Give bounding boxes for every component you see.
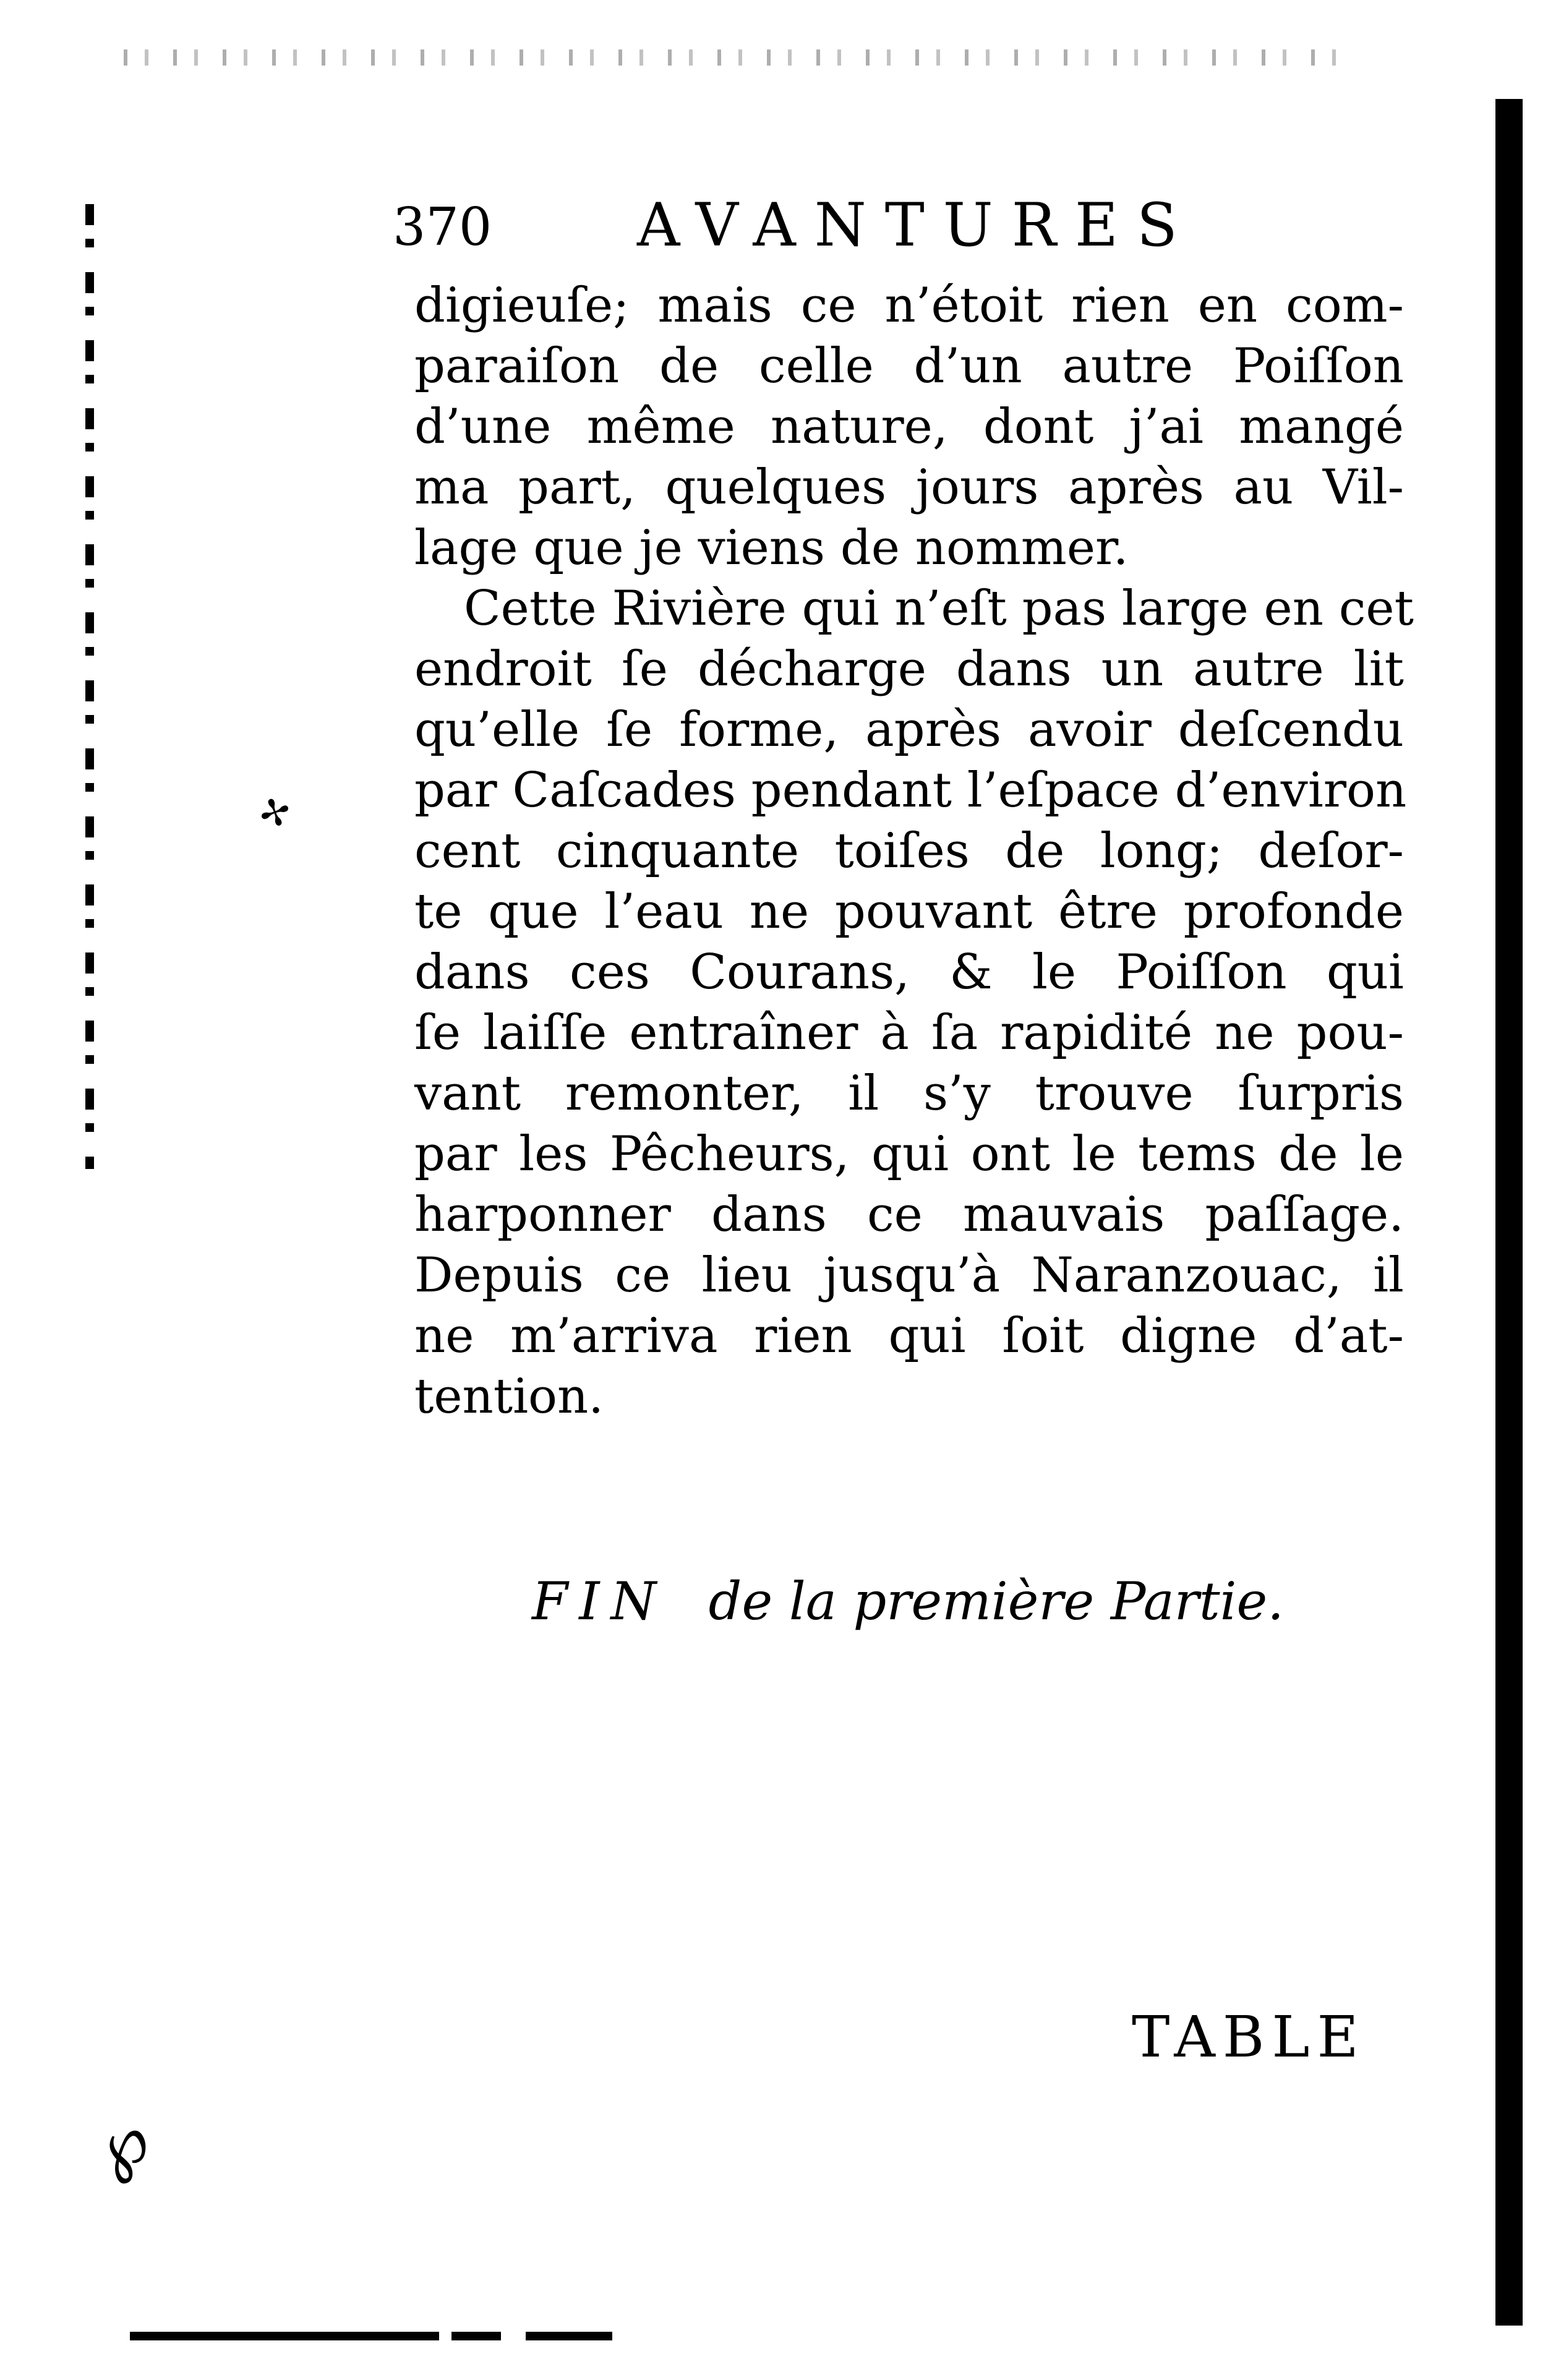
text-line: vant remonter, il s’y trouve ſurpris (414, 1066, 1404, 1121)
text-line: endroit ſe décharge dans un autre lit (414, 641, 1404, 697)
text-line: qu’elle ſe forme, après avoir deſcendu (414, 702, 1404, 758)
text-line: cent cinquante toiſes de long; deſor- (414, 823, 1404, 879)
text-line: Cette Rivière qui n’eſt pas large en cet (464, 581, 1414, 636)
text-line: par les Pêcheurs, qui ont le tems de le (414, 1126, 1404, 1182)
text-line: lage que je viens de nommer. (414, 520, 1129, 576)
page-number: 370 (393, 197, 492, 257)
text-line: dans ces Courans, & le Poiſſon qui (414, 944, 1404, 1000)
scan-edge-left (85, 204, 94, 1169)
scan-noise-top (124, 49, 1361, 66)
text-line: par Caſcades pendant l’eſpace d’environ (414, 763, 1407, 818)
text-line: Depuis ce lieu jusqu’à Naranzouac, il (414, 1248, 1404, 1303)
text-line: ne m’arriva rien qui ſoit digne d’at- (414, 1308, 1404, 1364)
ink-mark: ℘ (84, 2096, 161, 2189)
scan-edge-right (1495, 99, 1523, 2326)
text-line: te que l’eau ne pouvant être profonde (414, 884, 1404, 940)
text-line: tention. (414, 1369, 604, 1424)
text-line: ſe laiſſe entraîner à ſa rapidité ne pou- (414, 1005, 1404, 1061)
text-line: ma part, quelques jours après au Vil- (414, 460, 1404, 515)
colophon (532, 1571, 1284, 1632)
text-line: paraiſon de celle d’un autre Poiſſon (414, 338, 1404, 394)
scan-edge-bottom (130, 2332, 612, 2340)
catchword: TABLE (1132, 2004, 1366, 2070)
text-line: harponner dans ce mauvais paſſage. (414, 1187, 1404, 1243)
body-text (414, 275, 1414, 1427)
text-line: digieuſe; mais ce n’étoit rien en com- (414, 278, 1404, 333)
ink-mark: ✢ (253, 787, 297, 839)
text-line: d’une même nature, dont j’ai mangé (414, 399, 1404, 455)
running-head (393, 186, 1296, 272)
running-title: AVANTURES (637, 190, 1196, 260)
colophon-fin: FIN (532, 1571, 667, 1632)
colophon-text: de la première Partie. (708, 1571, 1284, 1632)
